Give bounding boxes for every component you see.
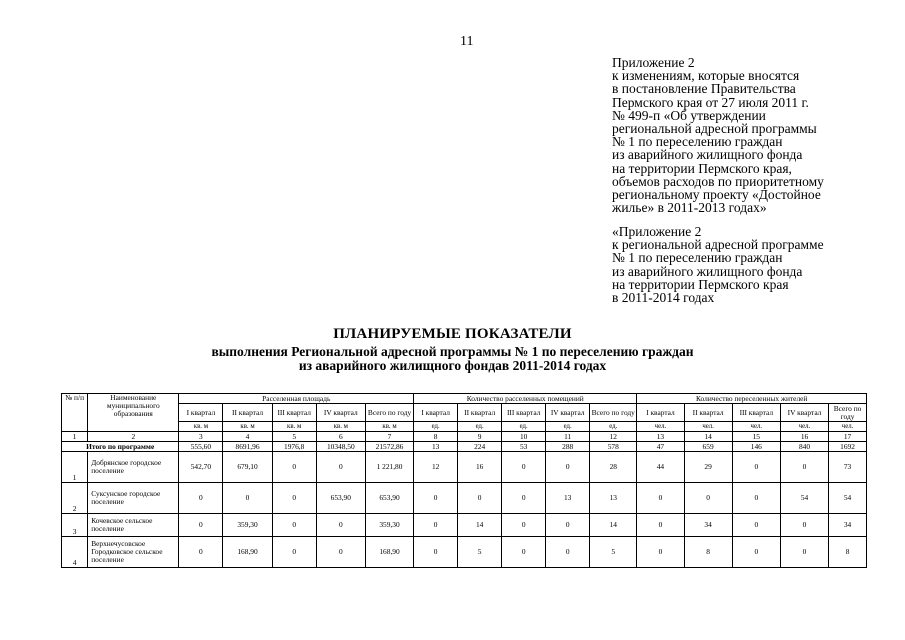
table-cell: 0 xyxy=(414,483,458,514)
total-cell: 21572,86 xyxy=(365,442,413,452)
table-cell: 0 xyxy=(732,537,780,568)
quarter-header: Всего по году xyxy=(590,404,637,422)
appendix-line: к региональной адресной программе xyxy=(612,237,824,253)
table-cell: 44 xyxy=(637,452,684,483)
table-cell: 0 xyxy=(179,514,223,537)
document-subtitle xyxy=(0,345,905,373)
table-cell: 0 xyxy=(637,514,684,537)
municipality-name: Кочевское сельское поселение xyxy=(88,514,179,537)
table-cell: 0 xyxy=(223,483,272,514)
municipality-name: Верхнечусовское Городковское сельское поселение xyxy=(88,537,179,568)
table-cell: 653,90 xyxy=(316,483,365,514)
appendix-line: региональному проекту «Достойное xyxy=(612,187,821,203)
index-cell: 6 xyxy=(316,432,365,442)
municipality-name: Добрянское городское поселение xyxy=(88,452,179,483)
quarter-header: III квартал xyxy=(502,404,546,422)
unit-cell: кв. м xyxy=(223,422,272,432)
table-cell: 0 xyxy=(546,537,590,568)
table-cell: 34 xyxy=(829,514,867,537)
table-cell: 0 xyxy=(316,452,365,483)
appendix-note-program xyxy=(612,225,824,304)
quarter-header: III квартал xyxy=(272,404,316,422)
table-cell: 0 xyxy=(179,537,223,568)
subtitle-line: из аварийного жилищного фондав 2011-2014 годах xyxy=(298,358,607,373)
index-cell: 2 xyxy=(88,432,179,442)
table-cell: 0 xyxy=(316,537,365,568)
total-cell: 8691,96 xyxy=(223,442,272,452)
table-cell: 679,10 xyxy=(223,452,272,483)
table-cell: 16 xyxy=(458,452,502,483)
total-cell: 659 xyxy=(684,442,732,452)
row-number: 1 xyxy=(62,452,88,483)
unit-cell: чел. xyxy=(829,422,867,432)
table-cell: 0 xyxy=(637,537,684,568)
table-cell: 0 xyxy=(502,537,546,568)
table-cell: 13 xyxy=(546,483,590,514)
total-row xyxy=(62,442,867,452)
table-cell: 0 xyxy=(502,483,546,514)
total-label: Итого по программе xyxy=(62,442,179,452)
table-cell: 34 xyxy=(684,514,732,537)
page-number: 11 xyxy=(460,34,474,49)
subtitle-line: выполнения Региональной адресной программы № 1 по переселению граждан xyxy=(211,344,694,359)
quarter-header: I квартал xyxy=(414,404,458,422)
table-row xyxy=(62,452,867,483)
table-cell: 0 xyxy=(179,483,223,514)
table-cell: 0 xyxy=(732,483,780,514)
table-cell: 0 xyxy=(684,483,732,514)
table-cell: 54 xyxy=(780,483,828,514)
total-cell: 224 xyxy=(458,442,502,452)
index-cell: 17 xyxy=(829,432,867,442)
quarter-header: II квартал xyxy=(684,404,732,422)
document-title: ПЛАНИРУЕМЫЕ ПОКАЗАТЕЛИ xyxy=(333,326,572,342)
quarter-header: II квартал xyxy=(223,404,272,422)
table-cell: 1 221,80 xyxy=(365,452,413,483)
table-cell: 653,90 xyxy=(365,483,413,514)
row-number: 4 xyxy=(62,537,88,568)
appendix-line: № 499-п «Об утверждении xyxy=(612,107,766,123)
table-cell: 5 xyxy=(590,537,637,568)
unit-cell: ед. xyxy=(546,422,590,432)
indicators-table xyxy=(61,393,867,568)
total-cell: 13 xyxy=(414,442,458,452)
appendix-line: Пермского края от 27 июля 2011 г. xyxy=(612,94,809,110)
table-cell: 13 xyxy=(590,483,637,514)
unit-cell: кв. м xyxy=(179,422,223,432)
table-cell: 0 xyxy=(546,452,590,483)
appendix-line: Приложение 2 xyxy=(612,55,695,70)
table-cell: 0 xyxy=(272,483,316,514)
unit-cell: чел. xyxy=(684,422,732,432)
table-cell: 359,30 xyxy=(365,514,413,537)
unit-cell: ед. xyxy=(414,422,458,432)
municipality-name: Суксунское городское поселение xyxy=(88,483,179,514)
column-index-row xyxy=(62,432,867,442)
table-cell: 0 xyxy=(458,483,502,514)
index-cell: 7 xyxy=(365,432,413,442)
row-number: 2 xyxy=(62,483,88,514)
table-cell: 0 xyxy=(732,452,780,483)
table-cell: 0 xyxy=(502,452,546,483)
table-cell: 29 xyxy=(684,452,732,483)
index-cell: 14 xyxy=(684,432,732,442)
group-header-area: Расселенная площадь xyxy=(179,394,414,404)
col-header-name: Наименование муниципального образования xyxy=(88,394,179,432)
total-cell: 578 xyxy=(590,442,637,452)
unit-cell: кв. м xyxy=(365,422,413,432)
unit-cell: чел. xyxy=(732,422,780,432)
index-cell: 13 xyxy=(637,432,684,442)
quarter-header: Всего по году xyxy=(365,404,413,422)
total-cell: 555,60 xyxy=(179,442,223,452)
table-cell: 0 xyxy=(502,514,546,537)
index-cell: 8 xyxy=(414,432,458,442)
table-cell: 0 xyxy=(272,514,316,537)
total-cell: 53 xyxy=(502,442,546,452)
table-cell: 359,30 xyxy=(223,514,272,537)
total-cell: 288 xyxy=(546,442,590,452)
appendix-line: «Приложение 2 xyxy=(612,224,702,239)
appendix-line: из аварийного жилищного фонда xyxy=(612,147,803,163)
quarter-header: IV квартал xyxy=(780,404,828,422)
quarter-header: II квартал xyxy=(458,404,502,422)
appendix-line: № 1 по переселению граждан xyxy=(612,134,783,150)
appendix-line: в 2011-2014 годах xyxy=(612,290,715,306)
total-cell: 1692 xyxy=(829,442,867,452)
unit-cell: чел. xyxy=(780,422,828,432)
total-cell: 47 xyxy=(637,442,684,452)
table-cell: 168,90 xyxy=(223,537,272,568)
quarter-header: III квартал xyxy=(732,404,780,422)
total-cell: 10348,50 xyxy=(316,442,365,452)
table-cell: 0 xyxy=(780,514,828,537)
appendix-line: в постановление Правительства xyxy=(612,81,796,97)
table-cell: 0 xyxy=(780,537,828,568)
row-number: 3 xyxy=(62,514,88,537)
appendix-line: на территории Пермского края xyxy=(612,276,789,292)
table-cell: 0 xyxy=(546,514,590,537)
table-cell: 0 xyxy=(414,537,458,568)
table-cell: 12 xyxy=(414,452,458,483)
quarter-header: Всего по году xyxy=(829,404,867,422)
appendix-line: № 1 по переселению граждан xyxy=(612,250,783,266)
table-cell: 542,70 xyxy=(179,452,223,483)
table-row xyxy=(62,483,867,514)
total-cell: 1976,8 xyxy=(272,442,316,452)
index-cell: 15 xyxy=(732,432,780,442)
table-cell: 14 xyxy=(458,514,502,537)
table-cell: 0 xyxy=(637,483,684,514)
table-cell: 0 xyxy=(272,537,316,568)
table-cell: 0 xyxy=(780,452,828,483)
unit-cell: ед. xyxy=(458,422,502,432)
appendix-line: жилье» в 2011-2013 годах» xyxy=(612,200,767,216)
unit-cell: ед. xyxy=(502,422,546,432)
table-cell: 0 xyxy=(732,514,780,537)
quarter-header: I квартал xyxy=(179,404,223,422)
table-cell: 28 xyxy=(590,452,637,483)
table-cell: 0 xyxy=(414,514,458,537)
appendix-note-amendment xyxy=(612,56,824,214)
index-cell: 3 xyxy=(179,432,223,442)
unit-cell: кв. м xyxy=(316,422,365,432)
index-cell: 9 xyxy=(458,432,502,442)
total-cell: 840 xyxy=(780,442,828,452)
table-row xyxy=(62,537,867,568)
table-cell: 8 xyxy=(829,537,867,568)
appendix-line: региональной адресной программы xyxy=(612,121,817,137)
table-cell: 8 xyxy=(684,537,732,568)
unit-cell: кв. м xyxy=(272,422,316,432)
table-cell: 73 xyxy=(829,452,867,483)
col-header-number: № п/п xyxy=(62,394,88,432)
index-cell: 12 xyxy=(590,432,637,442)
table-cell: 5 xyxy=(458,537,502,568)
quarter-header: IV квартал xyxy=(546,404,590,422)
index-cell: 16 xyxy=(780,432,828,442)
table-cell: 0 xyxy=(316,514,365,537)
appendix-line: на территории Пермского края, xyxy=(612,160,792,176)
unit-cell: чел. xyxy=(637,422,684,432)
group-header-people: Количество переселенных жителей xyxy=(637,394,867,404)
table-cell: 14 xyxy=(590,514,637,537)
index-cell: 4 xyxy=(223,432,272,442)
index-cell: 10 xyxy=(502,432,546,442)
table-row xyxy=(62,514,867,537)
unit-cell: ед. xyxy=(590,422,637,432)
index-cell: 5 xyxy=(272,432,316,442)
index-cell: 1 xyxy=(62,432,88,442)
appendix-line: из аварийного жилищного фонда xyxy=(612,263,803,279)
table-cell: 168,90 xyxy=(365,537,413,568)
appendix-line: к изменениям, которые вносятся xyxy=(612,68,800,84)
total-cell: 146 xyxy=(732,442,780,452)
appendix-line: объемов расходов по приоритетному xyxy=(612,173,824,189)
table-cell: 0 xyxy=(272,452,316,483)
quarter-header: IV квартал xyxy=(316,404,365,422)
group-header-rooms: Количество расселенных помещений xyxy=(414,394,637,404)
quarter-header: I квартал xyxy=(637,404,684,422)
index-cell: 11 xyxy=(546,432,590,442)
table-cell: 54 xyxy=(829,483,867,514)
